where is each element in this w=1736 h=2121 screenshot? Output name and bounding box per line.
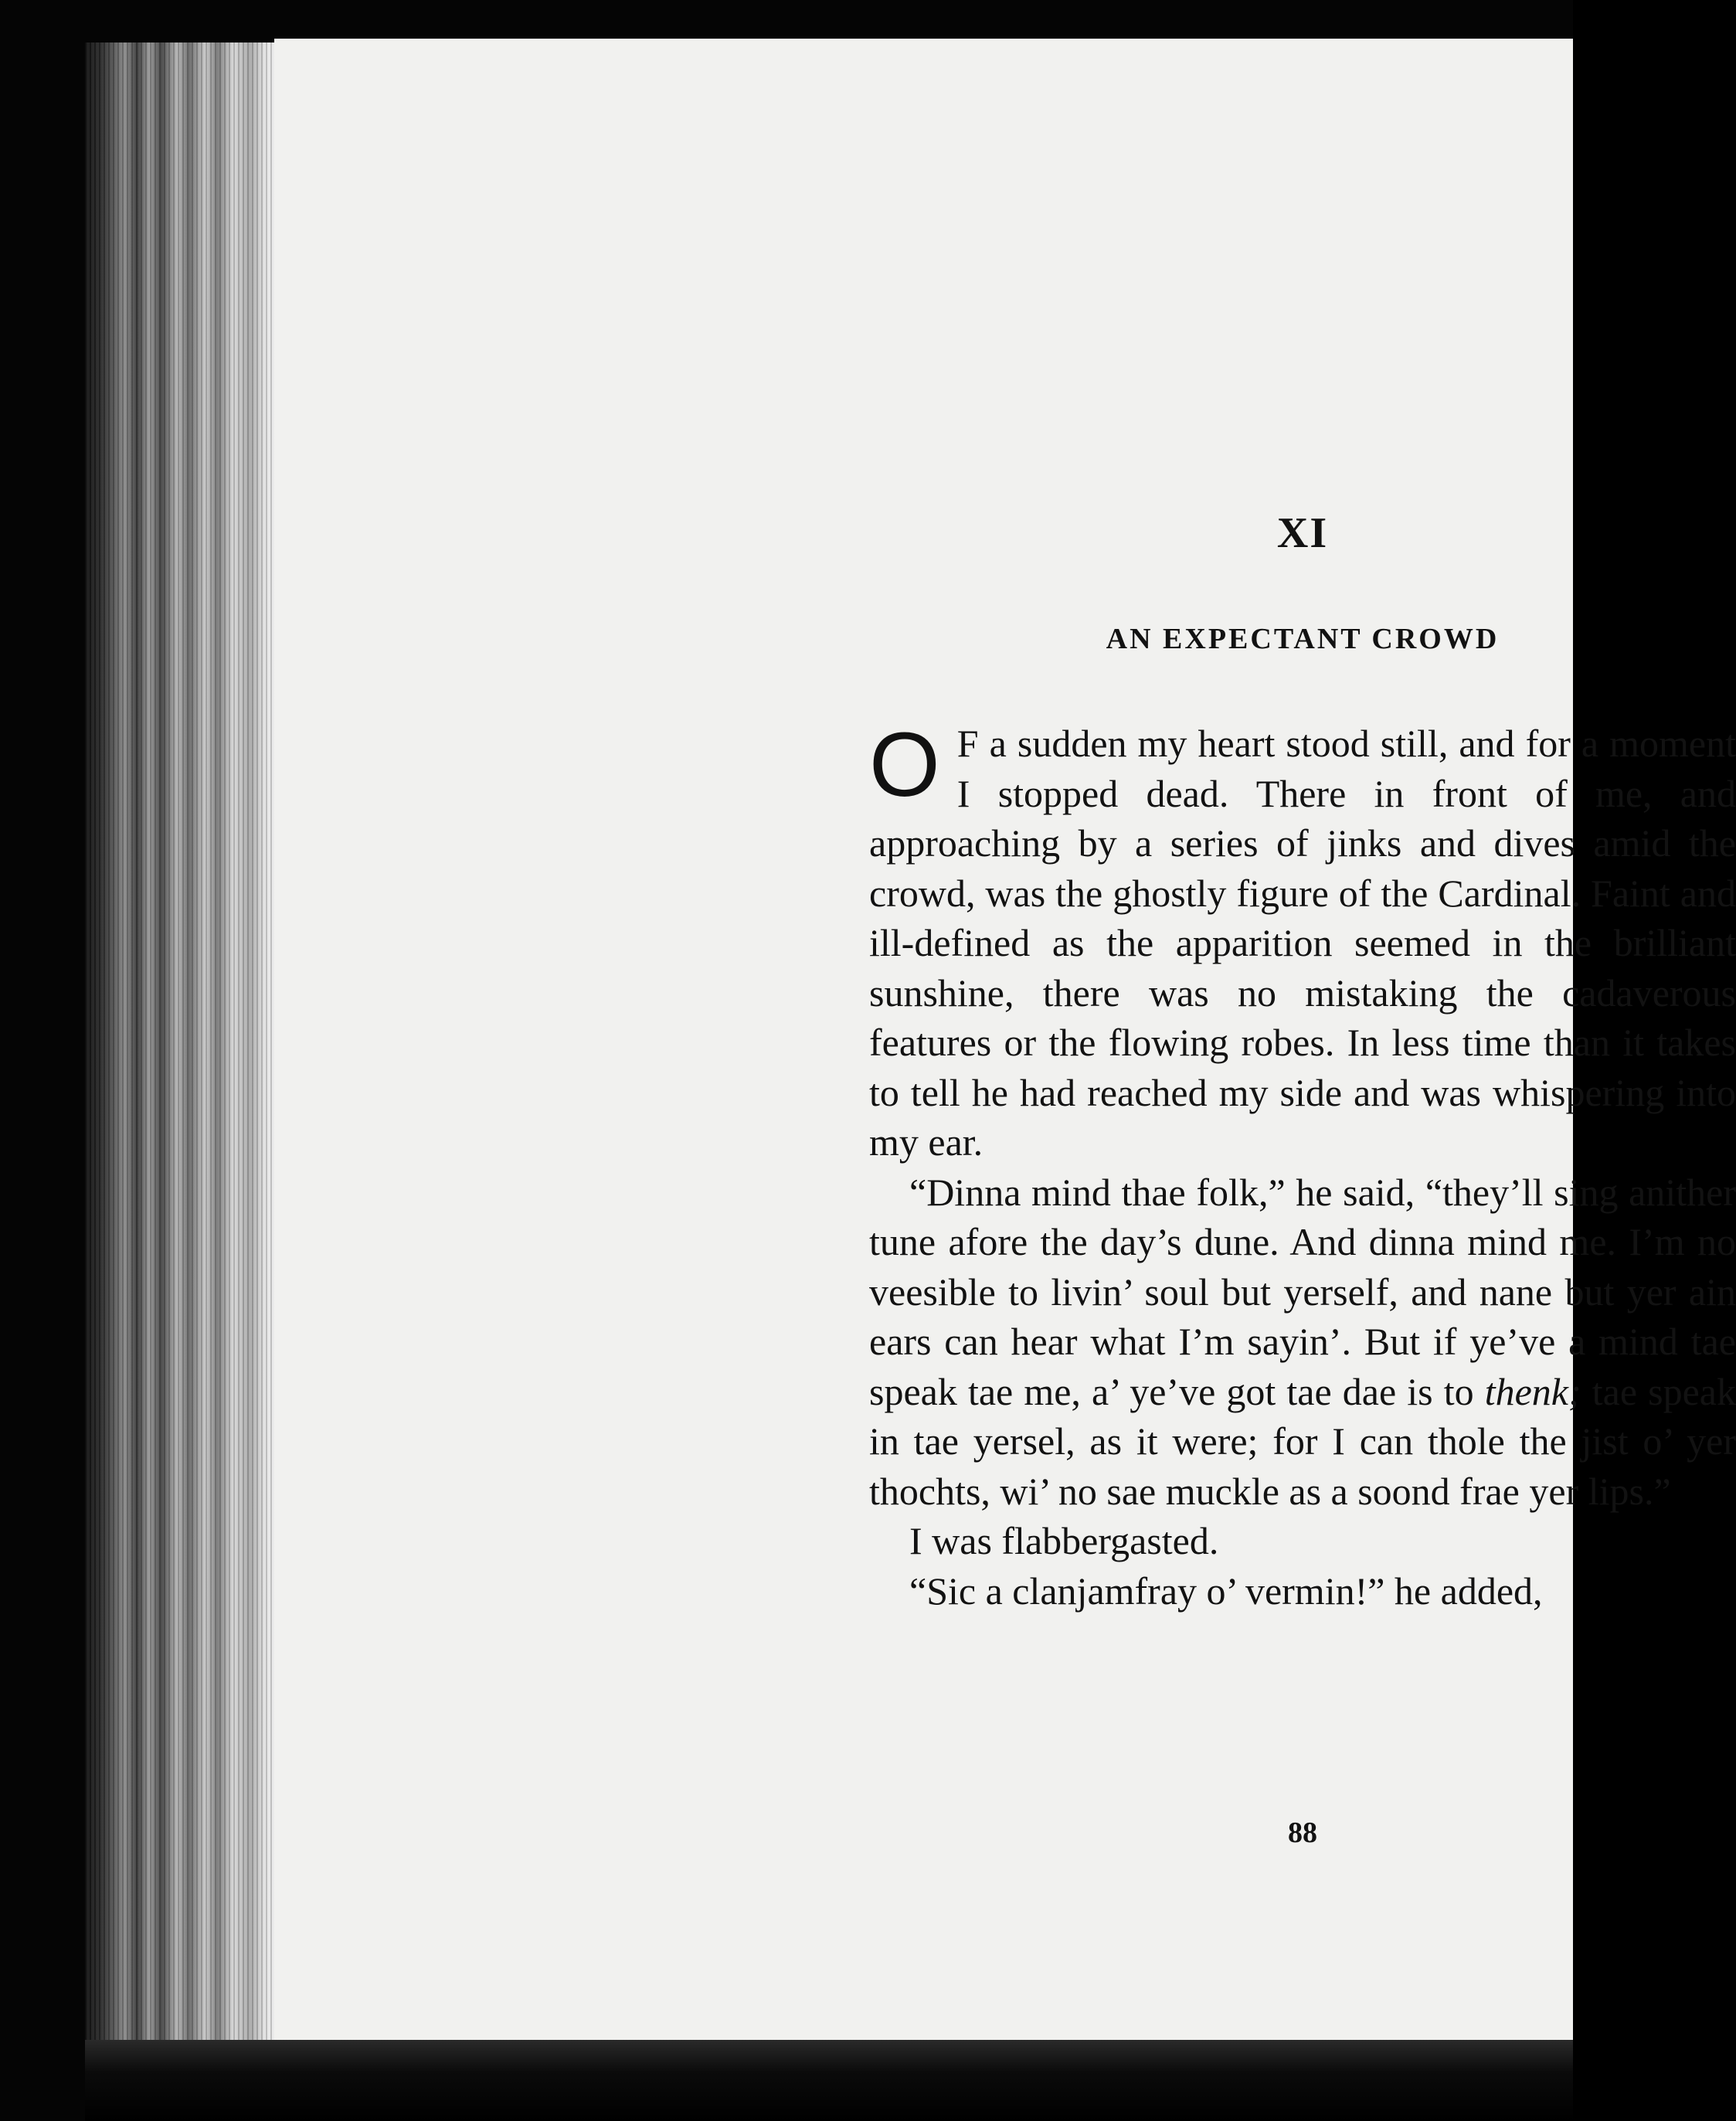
page-number: 88 [1288, 1817, 1317, 1849]
paragraph-2-text-b: tae speak in tae yersel, as it were; for I can thole the jist o’ yer thochts, wi’ no sae muckle as a soond frae yer lips.” [869, 1369, 1736, 1513]
chapter-number: XI [1276, 509, 1329, 557]
paragraph-4: “Sic a clanjamfray o’ vermin!” he added, [909, 1569, 1543, 1613]
book-page [274, 39, 1736, 2051]
paragraph-3: I was flabbergasted. [909, 1519, 1219, 1562]
paragraph-2-text-a: “Dinna mind thae folk,” he said, “they’ll sing anither tune afore the day’s dune. And dinna mind me. I’m no veesible to livin’ soul but yerself, and nane but yer ain ears can hear what I’m sayin’. But if ye’ve a mind tae speak tae me, a’ ye’ve got tae dae is to [869, 1170, 1736, 1413]
chapter-body [869, 714, 1736, 1616]
paragraph-2 [869, 1168, 1736, 1517]
chapter-title: AN EXPECTANT CROWD [1106, 623, 1500, 655]
book-page-edges [85, 42, 286, 2067]
paragraph-1-text: F a sudden my heart stood still, and for a moment I stopped dead. There in front of me, and approaching by a series of jinks and dives amid the crowd, was the ghostly figure of the Cardinal. Faint and ill-defined as the apparition seemed in the brilliant sunshine, there was no mistaking the cadaverous features or the flowing robes. In less time than it takes to tell he had reached my side and was whispering into my ear. [869, 722, 1736, 1164]
drop-cap: O [869, 714, 940, 816]
paragraph-2-italic: thenk; [1484, 1369, 1581, 1413]
bottom-shadow [85, 2040, 1573, 2121]
paragraph-1 [869, 714, 1736, 1168]
